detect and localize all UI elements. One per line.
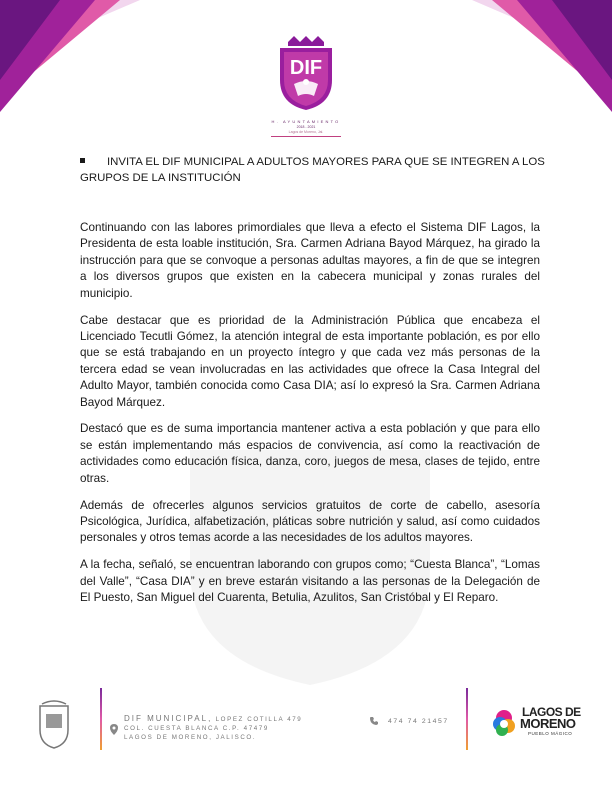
footer-phone: 474 74 21457 bbox=[388, 718, 449, 725]
logo-divider bbox=[271, 136, 341, 137]
headline bbox=[80, 154, 548, 186]
logo-city: Lagos de Moreno, Jal. bbox=[288, 130, 324, 134]
phone-icon bbox=[369, 716, 379, 726]
brand-line-3: PUEBLO MÁGICO bbox=[528, 731, 573, 736]
dif-shield-icon bbox=[274, 34, 338, 112]
dif-logo bbox=[250, 34, 362, 137]
paragraph: Cabe destacar que es prioridad de la Administración Pública que encabeza el Licenciado Tecutli Gómez, la atención integral de esta importante población, es por ello que se está trabajando en un proyecto íntegro y que cada vez más personas de la tercera edad se vean involucradas en las actividades que ofrece la Casa Integral del Adulto Mayor, también conocida como Casa DIA; así lo expresó la Sra. Carmen Adriana Bayod Márquez. bbox=[80, 313, 540, 409]
paragraph: Destacó que es de suma importancia mantener activa a esta población y que para ello se están implementando más espacios de convivencia, así como la reactivación de actividades como educación física, danza, coro, juegos de mesa, clases de tejido, entre otras. bbox=[80, 422, 540, 485]
footer-divider-left bbox=[100, 688, 102, 750]
bullet-icon bbox=[80, 158, 85, 163]
logo-years: 2018 - 2021 bbox=[296, 125, 316, 129]
municipal-seal-icon bbox=[36, 700, 72, 750]
footer-street: LOPEZ COTILLA 479 bbox=[215, 716, 303, 723]
paragraph: A la fecha, señaló, se encuentran laborando con grupos como; “Cuesta Blanca”, “Lomas del Valle”, “Casa DIA” y en breve estarán visitando a las personas de la Delegación de El Puesto, San Miguel del Cuarenta, Betulia, Azulitos, San Cristóbal y El Reparo. bbox=[80, 558, 540, 605]
paragraph: Continuando con las labores primordiales que lleva a efecto el Sistema DIF Lagos, la Presidenta de esta loable institución, Sra. Carmen Adriana Bayod Márquez, ha girado la instrucción para que se convoque a personas adultas mayores, a fin de que se integren a los diversos grupos que existen en la cabecera municipal y zonas rurales del municipio. bbox=[80, 221, 540, 300]
footer-org-name: DIF MUNICIPAL, bbox=[124, 714, 213, 723]
location-pin-icon bbox=[110, 724, 118, 735]
footer-divider-right bbox=[466, 688, 468, 750]
dif-logo-text: DIF bbox=[289, 57, 323, 79]
footer-city: LAGOS DE MORENO, JALISCO. bbox=[124, 734, 257, 741]
corner-stripes-left bbox=[0, 0, 140, 115]
footer-colony: COL. CUESTA BLANCA C.P. 47479 bbox=[124, 725, 269, 732]
headline-text: INVITA EL DIF MUNICIPAL A ADULTOS MAYORES PARA QUE SE INTEGREN A LOS GRUPOS DE LA INSTITUCIÓN bbox=[80, 156, 545, 184]
brand-line-2: MORENO bbox=[520, 716, 576, 731]
logo-subtitle: H. AYUNTAMIENTO bbox=[271, 119, 341, 124]
footer-address bbox=[124, 714, 302, 742]
article-body bbox=[80, 220, 540, 617]
corner-stripes-right bbox=[472, 0, 612, 115]
paragraph: Además de ofrecerles algunos servicios gratuitos de corte de cabello, asesoría Psicológica, Jurídica, alfabetización, pláticas sobre nutrición y salud, así como cuidados personales y otros temas acorde a las necesidades de los adultos mayores. bbox=[80, 498, 540, 545]
brand-line-1: LAGOS DE bbox=[522, 705, 581, 719]
